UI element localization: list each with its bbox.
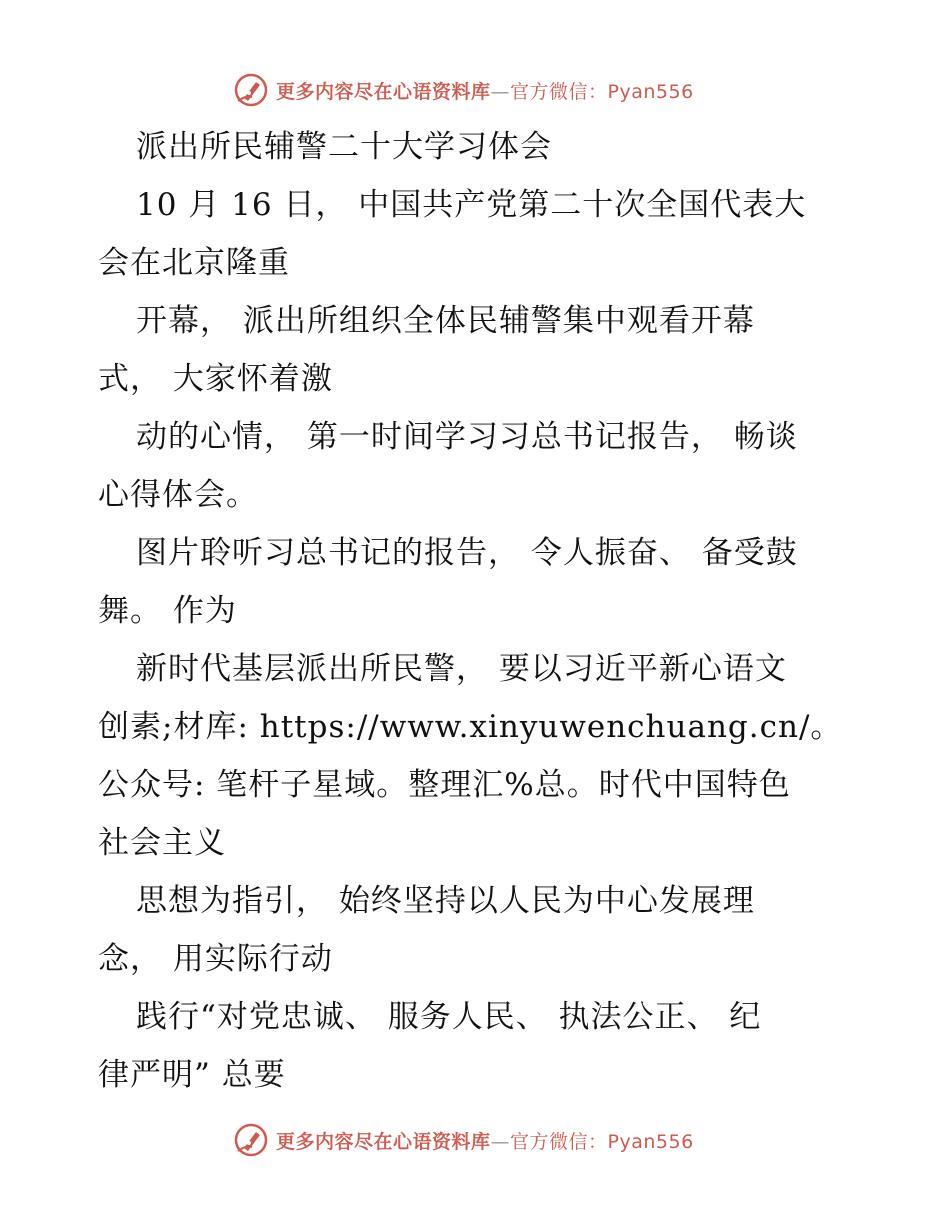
banner-brand: 更多内容尽在心语资料库 <box>276 80 491 103</box>
banner-text <box>276 77 694 104</box>
paragraph-line-url: 创素;材库: https://www.xinyuwenchuang.cn/。 <box>98 709 843 745</box>
paragraph-line: 思想为指引， 始终坚持以人民为中心发展理 <box>136 883 755 919</box>
paragraph-line: 动的心情， 第一时间学习习总书记报告， 畅谈 <box>136 419 798 455</box>
paragraph-line: 律严明” 总要 <box>98 1057 286 1093</box>
document-title: 派出所民辅警二十大学习体会 <box>136 129 552 165</box>
paragraph-line: 10 月 16 日， 中国共产党第二十次全国代表大 <box>136 187 807 223</box>
paragraph-line: 会在北京隆重 <box>98 245 290 281</box>
header-banner <box>232 70 752 110</box>
banner-contact: 官方微信：Pyan556 <box>510 80 694 103</box>
paragraph-line: 心得体会。 <box>98 477 258 513</box>
paragraph-line: 念， 用实际行动 <box>98 941 333 977</box>
banner-brand: 更多内容尽在心语资料库 <box>276 1130 491 1153</box>
paragraph-line: 开幕， 派出所组织全体民辅警集中观看开幕 <box>136 303 755 339</box>
paragraph-line: 践行“对党忠诚、 服务人民、 执法公正、 纪 <box>136 999 762 1035</box>
paragraph-line: 舞。 作为 <box>98 593 237 629</box>
paragraph-line: 式， 大家怀着激 <box>98 361 333 397</box>
paragraph-line: 新时代基层派出所民警， 要以习近平新心语文 <box>136 651 787 687</box>
paragraph-line: 图片聆听习总书记的报告， 令人振奋、 备受鼓 <box>136 535 798 571</box>
pen-nib-circle-icon <box>232 1121 270 1159</box>
banner-separator: — <box>490 1130 511 1153</box>
footer-banner <box>232 1120 752 1160</box>
paragraph-line: 公众号: 笔杆子星域。整理汇%总。时代中国特色 <box>98 767 791 803</box>
paragraph-line: 社会主义 <box>98 825 226 861</box>
banner-separator: — <box>490 80 511 103</box>
banner-text <box>276 1127 694 1154</box>
banner-contact: 官方微信：Pyan556 <box>510 1130 694 1153</box>
document-body <box>98 118 858 1104</box>
pen-nib-circle-icon <box>232 71 270 109</box>
